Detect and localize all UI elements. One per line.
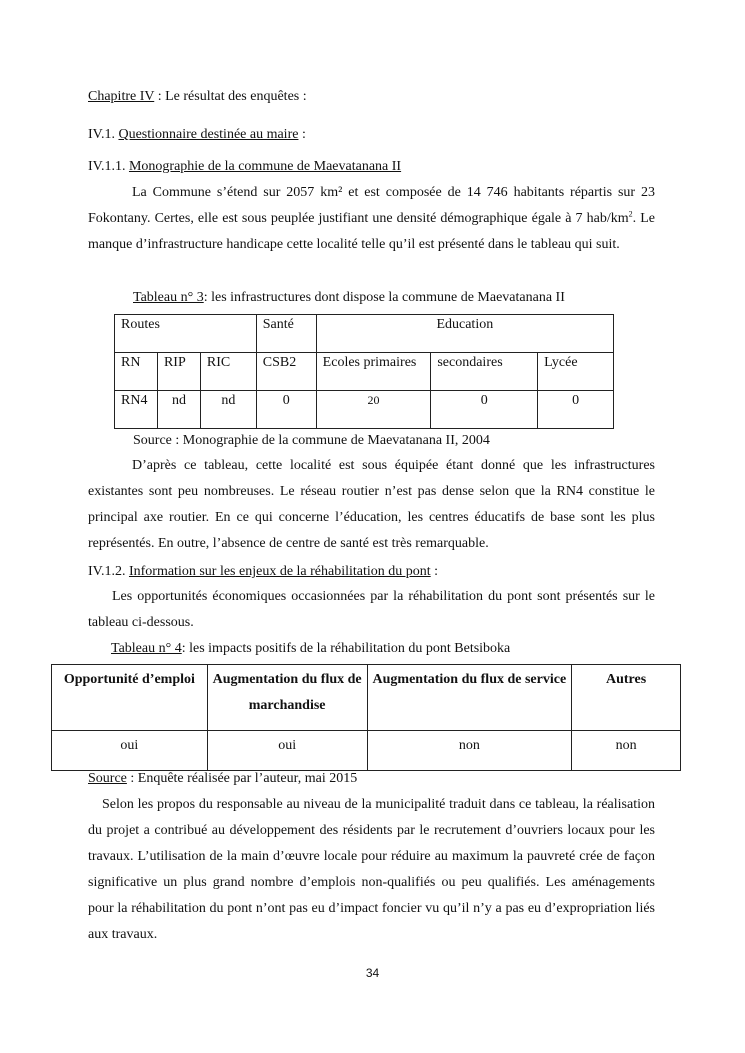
table3-cell: 0 — [538, 391, 614, 429]
table4-header: Augmentation du flux de service — [367, 665, 572, 731]
table3-group-header: Education — [316, 315, 613, 353]
table3-caption — [133, 289, 565, 307]
table3-subheader: CSB2 — [256, 353, 316, 391]
table3-subheader: Lycée — [538, 353, 614, 391]
table4-header: Autres — [572, 665, 681, 731]
section-title-suffix: : — [298, 127, 306, 142]
table3-caption-text: : les infrastructures dont dispose la commune de Maevatanana II — [203, 290, 565, 305]
paragraph-opportunities: Les opportunités économiques occasionnées par la réhabilitation du pont sont présentés sur le tableau ci-dessous. — [88, 589, 655, 630]
table3-cell: 20 — [316, 391, 431, 429]
table4-source-label: Source — [88, 771, 127, 786]
table4-caption — [111, 640, 510, 658]
paragraph-analysis: D’après ce tableau, cette localité est sous équipée étant donné que les infrastructures existantes sont peu nombreuses. Le réseau routier n’est pas dense selon que la RN4 constitue le principal axe routier. En ce qui concerne l’éducation, les centres éducatifs de base sont les plus représentés. En outre, l’absence de centre de santé est très remarquable. — [88, 458, 655, 551]
table3-cell: nd — [157, 391, 200, 429]
paragraph-conclusion: Selon les propos du responsable au niveau de la municipalité traduit dans ce tableau, la réalisation du projet a contribué au développement des résidents par le recrutement d’ouvriers locaux pour les travaux. L’utilisation de la main d’œuvre locale pour réduire au maximum la pauvreté crée de façon significative un plus grand nombre d’emplois non-qualifiés ou peu qualifiés. Les aménagements pour la réhabilitation du pont n’ont pas eu d’impact foncier vu qu’il n’y a pas eu d’expropriation liés aux travaux. — [88, 797, 655, 942]
table4-cell: non — [367, 731, 572, 771]
paragraph-monographie — [88, 180, 655, 258]
impacts-table — [51, 664, 681, 771]
table3-source: Source : Monographie de la commune de Maevatanana II, 2004 — [133, 433, 490, 448]
table3-group-header: Santé — [256, 315, 316, 353]
table4-cell: non — [572, 731, 681, 771]
table3-cell: 0 — [431, 391, 538, 429]
table4-header: Augmentation du flux de marchandise — [207, 665, 367, 731]
chapter-heading — [88, 88, 307, 106]
chapter-heading-rest: : Le résultat des enquêtes : — [154, 89, 307, 104]
infrastructure-table — [114, 314, 614, 429]
table4-caption-label: Tableau n° 4 — [111, 641, 182, 656]
section-heading-iv11 — [88, 158, 401, 176]
section-heading-iv12 — [88, 563, 438, 581]
table4-cell: oui — [52, 731, 208, 771]
section-title-suffix: : — [430, 564, 439, 579]
table4-source-text: : Enquête réalisée par l’auteur, mai 2015 — [126, 771, 358, 786]
table3-cell: RN4 — [115, 391, 158, 429]
paragraph-text: . Le manque d’infrastructure handicape cette localité telle qu’il est présenté dans le tableau qui suit. — [88, 211, 656, 252]
section-number: IV.1.2. — [88, 564, 129, 579]
table4-caption-text: : les impacts positifs de la réhabilitation du pont Betsiboka — [181, 641, 511, 656]
table4-header: Opportunité d’emploi — [52, 665, 208, 731]
table3-group-header: Routes — [115, 315, 257, 353]
table3-subheader: Ecoles primaires — [316, 353, 431, 391]
table3-subheader: secondaires — [431, 353, 538, 391]
page-number: 34 — [365, 966, 380, 980]
table4-cell: oui — [207, 731, 367, 771]
table3-caption-label: Tableau n° 3 — [133, 290, 204, 305]
paragraph-text: La Commune s’étend sur 2057 km² et est composée de 14 746 habitants répartis sur 23 Fokontany. Certes, elle est sous peuplée justifiant une densité démographique égale à 7 hab/km — [88, 185, 655, 226]
table3-subheader: RN — [115, 353, 158, 391]
chapter-heading-label: Chapitre IV — [88, 89, 155, 104]
table3-subheader: RIC — [200, 353, 256, 391]
superscript: 2 — [628, 209, 633, 219]
section-title: Information sur les enjeux de la réhabilitation du pont — [128, 564, 431, 579]
section-title: Monographie de la commune de Maevatanana II — [128, 159, 402, 174]
section-heading-iv1 — [88, 126, 306, 144]
section-number: IV.1. — [88, 127, 119, 142]
table3-cell: nd — [200, 391, 256, 429]
section-title: Questionnaire destinée au maire — [118, 127, 299, 142]
table3-subheader: RIP — [157, 353, 200, 391]
section-number: IV.1.1. — [88, 159, 129, 174]
table4-source — [88, 770, 357, 788]
table3-cell: 0 — [256, 391, 316, 429]
